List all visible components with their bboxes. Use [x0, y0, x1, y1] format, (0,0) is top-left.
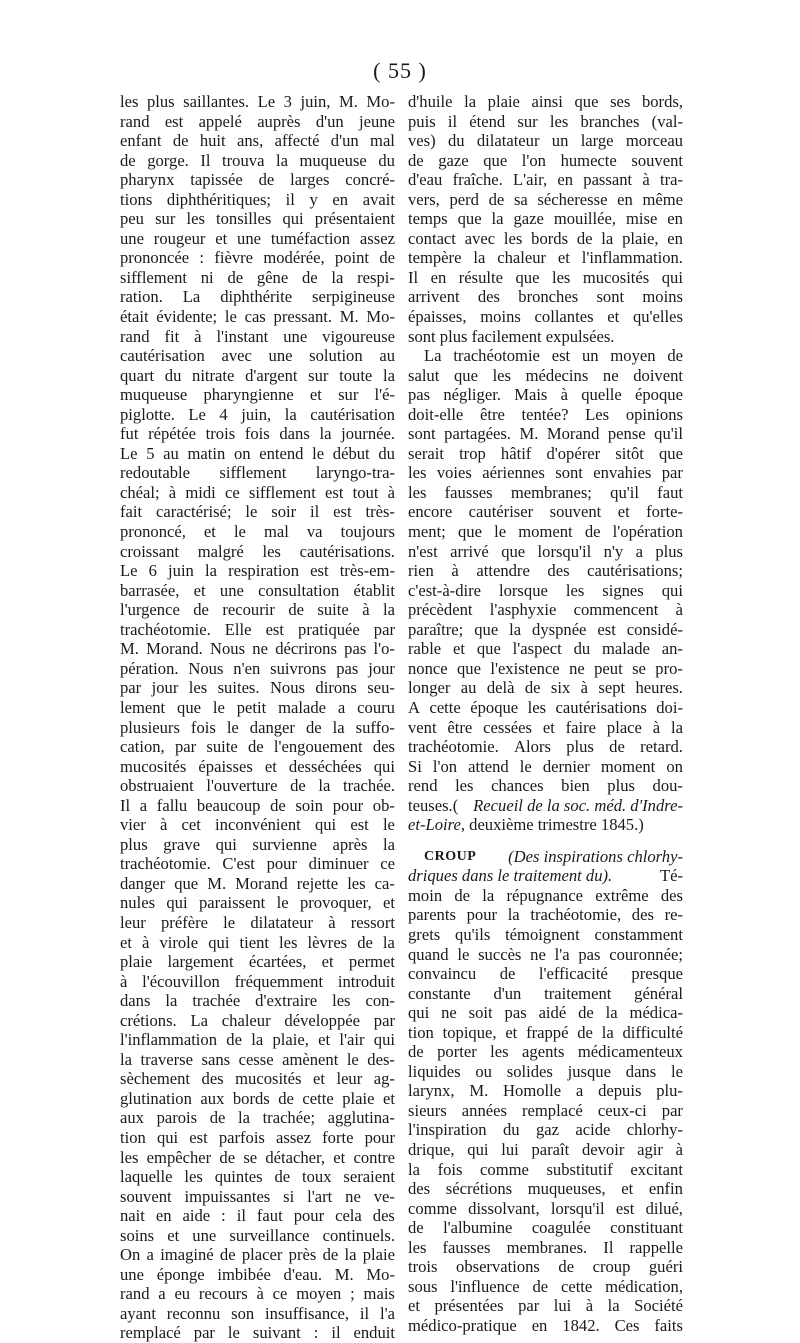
text-line: leur préfère le dilatateur à ressort: [120, 912, 395, 932]
text-line: une éponge imbibée d'eau. M. Mo-: [120, 1264, 395, 1284]
text-line: paraître; que la dyspnée est considé-: [408, 619, 683, 639]
paragraph-tracheotomy-timing: [408, 346, 683, 796]
croup-heading-line: [408, 847, 683, 867]
text-line: constante d'un traitement général: [408, 983, 683, 1003]
text-line: aux parois de la trachée; agglutina-: [120, 1108, 395, 1128]
croup-heading: CROUP: [424, 848, 477, 864]
text-line: Il en résulte que les mucosités qui: [408, 267, 683, 287]
text-line: tempère la chaleur et l'inflammation.: [408, 248, 683, 268]
text-line: sèchement des mucosités et leur ag-: [120, 1069, 395, 1089]
citation-source: Recueil de la soc. méd. d'Indre-: [473, 795, 683, 815]
text-line: rable et que l'aspect du malade an-: [408, 639, 683, 659]
text-line: trachéotomie. Elle est pratiquée par: [120, 619, 395, 639]
text-line: cation, par suite de l'engouement des: [120, 737, 395, 757]
text-line: d'eau fraîche. L'air, en passant à tra-: [408, 170, 683, 190]
text-line: longer au delà de six à sept heures.: [408, 678, 683, 698]
croup-text-start: Té-: [659, 866, 683, 886]
text-line: parents pour la trachéotomie, des re-: [408, 905, 683, 925]
text-line: peu sur les tonsilles qui présentaient: [120, 209, 395, 229]
text-line: ment; que le moment de l'opération: [408, 522, 683, 542]
text-line: pharynx tapissée de larges concré-: [120, 170, 395, 190]
text-line: sont plus facilement expulsées.: [408, 326, 615, 346]
croup-heading-line-2: [408, 866, 683, 886]
text-line: trois observations de croup guéri: [408, 1257, 683, 1277]
text-line: salut que les médecins ne doivent: [408, 365, 683, 385]
text-line: et à virole qui tient les lèvres de la: [120, 932, 395, 952]
text-line: Le 5 au matin on entend le début du: [120, 443, 395, 463]
text-line: danger que M. Morand rejette les ca-: [120, 873, 395, 893]
text-line: doit-elle être tentée? Les opinions: [408, 404, 683, 424]
text-line: nules qui paraissent le provoquer, et: [120, 893, 395, 913]
text-line: redoutable sifflement laryngo-tra-: [120, 463, 395, 483]
text-line: sont partagées. M. Morand pense qu'il: [408, 424, 683, 444]
page-number: ( 55 ): [373, 58, 427, 83]
text-line: dans la trachée d'extraire les con-: [120, 991, 395, 1011]
text-line: obstruaient l'ouverture de la trachée.: [120, 776, 395, 796]
text-line: et présentées par lui à la Société: [408, 1296, 683, 1316]
text-line: de porter les agents médicamenteux: [408, 1042, 683, 1062]
text-line: comme dissolvant, lorsqu'il est dilué,: [408, 1198, 683, 1218]
text-line: rand a eu recours à ce moyen ; mais: [120, 1284, 395, 1304]
text-line: vent être cessées et faire place à la: [408, 717, 683, 737]
citation-prefix: teuses.(: [408, 795, 459, 815]
text-line: piglotte. Le 4 juin, la cautérisation: [120, 404, 395, 424]
text-line: temps que la gaze mouillée, mise en: [408, 209, 683, 229]
text-line: crétions. La chaleur développée par: [120, 1010, 395, 1030]
right-column: [408, 92, 683, 1335]
text-line: trachéotomie. Alors plus de retard.: [408, 737, 683, 757]
citation-source-cont: et-Loire: [408, 815, 461, 835]
text-line: rien à attendre des cautérisations;: [408, 561, 683, 581]
croup-subtitle: (Des inspirations chlorhy-: [508, 846, 683, 866]
text-line: serait trop hâtif d'opérer sitôt que: [408, 443, 683, 463]
text-line: larynx, M. Homolle a depuis plu-: [408, 1081, 683, 1101]
text-line: puis il étend sur les branches (val-: [408, 111, 683, 131]
text-line: de l'albumine coagulée constituant: [408, 1218, 683, 1238]
text-line: soins et une surveillance continuels.: [120, 1225, 395, 1245]
text-line: arrivent des bronches sont moins: [408, 287, 683, 307]
text-line: les plus saillantes. Le 3 juin, M. Mo-: [120, 92, 395, 111]
text-line: médico-pratique en 1842. Ces faits: [408, 1315, 683, 1335]
text-line: ration. La diphthérite serpigineuse: [120, 287, 395, 307]
text-line: A cette époque les cautérisations doi-: [408, 697, 683, 717]
text-line: était évidente; le cas pressant. M. Mo-: [120, 307, 395, 327]
text-line: convaincu de l'efficacité presque: [408, 964, 683, 984]
text-line: l'urgence de recourir de suite à la: [120, 600, 395, 620]
text-line: par jour les suites. Nous dirons seu-: [120, 678, 395, 698]
text-line: laquelle les quintes de toux seraient: [120, 1167, 395, 1187]
text-line: la fois comme substitutif excitant: [408, 1159, 683, 1179]
text-line: quand le succès ne l'a pas couronnée;: [408, 944, 683, 964]
text-line: barrasée, et une consultation établit: [120, 580, 395, 600]
text-line: enfant de huit ans, affecté d'un mal: [120, 131, 395, 151]
text-line: de gorge. Il trouva la muqueuse du: [120, 150, 395, 170]
text-line: rend les chances bien plus dou-: [408, 776, 683, 796]
text-line: rand fit à l'instant une vigoureuse: [120, 326, 395, 346]
text-line: liquides ou solides jusque dans le: [408, 1061, 683, 1081]
citation-line: [408, 815, 683, 835]
text-line: pas négliger. Mais à quelle époque: [408, 385, 683, 405]
text-line: plaie largement écartées, et permet: [120, 952, 395, 972]
text-line: plusieurs fois le danger de la suffo-: [120, 717, 395, 737]
text-line: grets qu'ils témoignent constamment: [408, 924, 683, 944]
text-line: les fausses membranes. Il rappelle: [408, 1237, 683, 1257]
text-line: sous l'influence de cette médication,: [408, 1276, 683, 1296]
citation-date: , deuxième trimestre 1845.): [460, 815, 644, 835]
text-line: mucosités épaisses et desséchées qui: [120, 756, 395, 776]
text-line: pération. Nous n'en suivrons pas jour: [120, 658, 395, 678]
text-line: M. Morand. Nous ne décrirons pas l'o-: [120, 639, 395, 659]
text-line: encore cautériser souvent et forte-: [408, 502, 683, 522]
text-line: trachéotomie. C'est pour diminuer ce: [120, 854, 395, 874]
text-line: des sécrétions muqueuses, et enfin: [408, 1179, 683, 1199]
text-line: l'inflammation de la plaie, et l'air qui: [120, 1030, 395, 1050]
text-line: ves) du dilatateur un large morceau: [408, 131, 683, 151]
text-line: moin de la répugnance extrême des: [408, 885, 683, 905]
text-line: les empêcher de se détacher, et contre: [120, 1147, 395, 1167]
text-line: croissant malgré les cautérisations.: [120, 541, 395, 561]
text-line: nait en aide : il faut pour cela des: [120, 1206, 395, 1226]
text-line: muqueuse pharyngienne et sur l'é-: [120, 385, 395, 405]
text-line: quart du nitrate d'argent sur toute la: [120, 365, 395, 385]
text-line: tion qui est parfois assez forte pour: [120, 1127, 395, 1147]
text-line: fut répétée trois fois dans la journée.: [120, 424, 395, 444]
text-line: On a imaginé de placer près de la plaie: [120, 1245, 395, 1265]
text-line: n'est arrivé que lorsqu'il n'y a plus: [408, 541, 683, 561]
paragraph-dressing: [408, 92, 683, 346]
text-line: l'inspiration du gaz acide chlorhy-: [408, 1120, 683, 1140]
text-line: épaisses, moins collantes et qu'elles: [408, 307, 683, 327]
croup-subtitle-cont: driques dans le traitement du).: [408, 866, 613, 886]
text-line: drique, qui lui paraît devoir agir à: [408, 1139, 683, 1159]
text-line: plus grave qui survienne après la: [120, 834, 395, 854]
text-line: tions diphthéritiques; il y en avait: [120, 189, 395, 209]
text-line: sifflement ni de gêne de la respi-: [120, 267, 395, 287]
text-line: les voies aériennes sont envahies par: [408, 463, 683, 483]
text-line: glutination aux bords de cette plaie et: [120, 1088, 395, 1108]
text-line: ayant reconnu son insuffisance, il l'a: [120, 1303, 395, 1323]
text-line: rand est appelé auprès d'un jeune: [120, 111, 395, 131]
text-line: la traverse sans cesse amènent le des-: [120, 1049, 395, 1069]
text-line: c'est-à-dire lorsque les signes qui: [408, 580, 683, 600]
text-line: prononcée : fièvre modérée, point de: [120, 248, 395, 268]
text-line: La trachéotomie est un moyen de: [424, 346, 683, 366]
text-line: contact avec les bords de la plaie, en: [408, 228, 683, 248]
paragraph-croup: [408, 886, 683, 1336]
text-line: de gaze que l'on humecte souvent: [408, 150, 683, 170]
text-line: à l'écouvillon fréquemment introduit: [120, 971, 395, 991]
left-column: [120, 92, 395, 1343]
text-line: qui ne soit pas aidé de la médica-: [408, 1003, 683, 1023]
text-line: sieurs années remplacé ceux-ci par: [408, 1100, 683, 1120]
text-line: tion topique, et frappé de la difficulté: [408, 1022, 683, 1042]
text-line: lement que le petit malade a couru: [120, 697, 395, 717]
text-line: souvent impuissantes si l'art ne ve-: [120, 1186, 395, 1206]
text-line: vier à cet inconvénient qui est le: [120, 815, 395, 835]
citation-line: [408, 796, 683, 816]
text-line: Le 6 juin la respiration est très-em-: [120, 561, 395, 581]
text-line: prononcé, et le mal va toujours: [120, 522, 395, 542]
text-line: nonce que l'existence ne peut se pro-: [408, 658, 683, 678]
text-line: Si l'on attend le dernier moment on: [408, 756, 683, 776]
text-line: vers, perd de sa sécheresse en même: [408, 189, 683, 209]
text-line: les fausses membranes; qu'il faut: [408, 482, 683, 502]
text-line: une rougeur et une tuméfaction assez: [120, 228, 395, 248]
text-line: chéal; à midi ce sifflement est tout à: [120, 482, 395, 502]
text-line: cautérisation avec une solution au: [120, 346, 395, 366]
text-line: précèdent l'asphyxie commencent à: [408, 600, 683, 620]
text-line: fait caractérisé; le soir il est très-: [120, 502, 395, 522]
text-line: d'huile la plaie ainsi que ses bords,: [408, 92, 683, 111]
text-line: remplacé par le suivant : il enduit: [120, 1323, 395, 1343]
text-line: Il a fallu beaucoup de soin pour ob-: [120, 795, 395, 815]
